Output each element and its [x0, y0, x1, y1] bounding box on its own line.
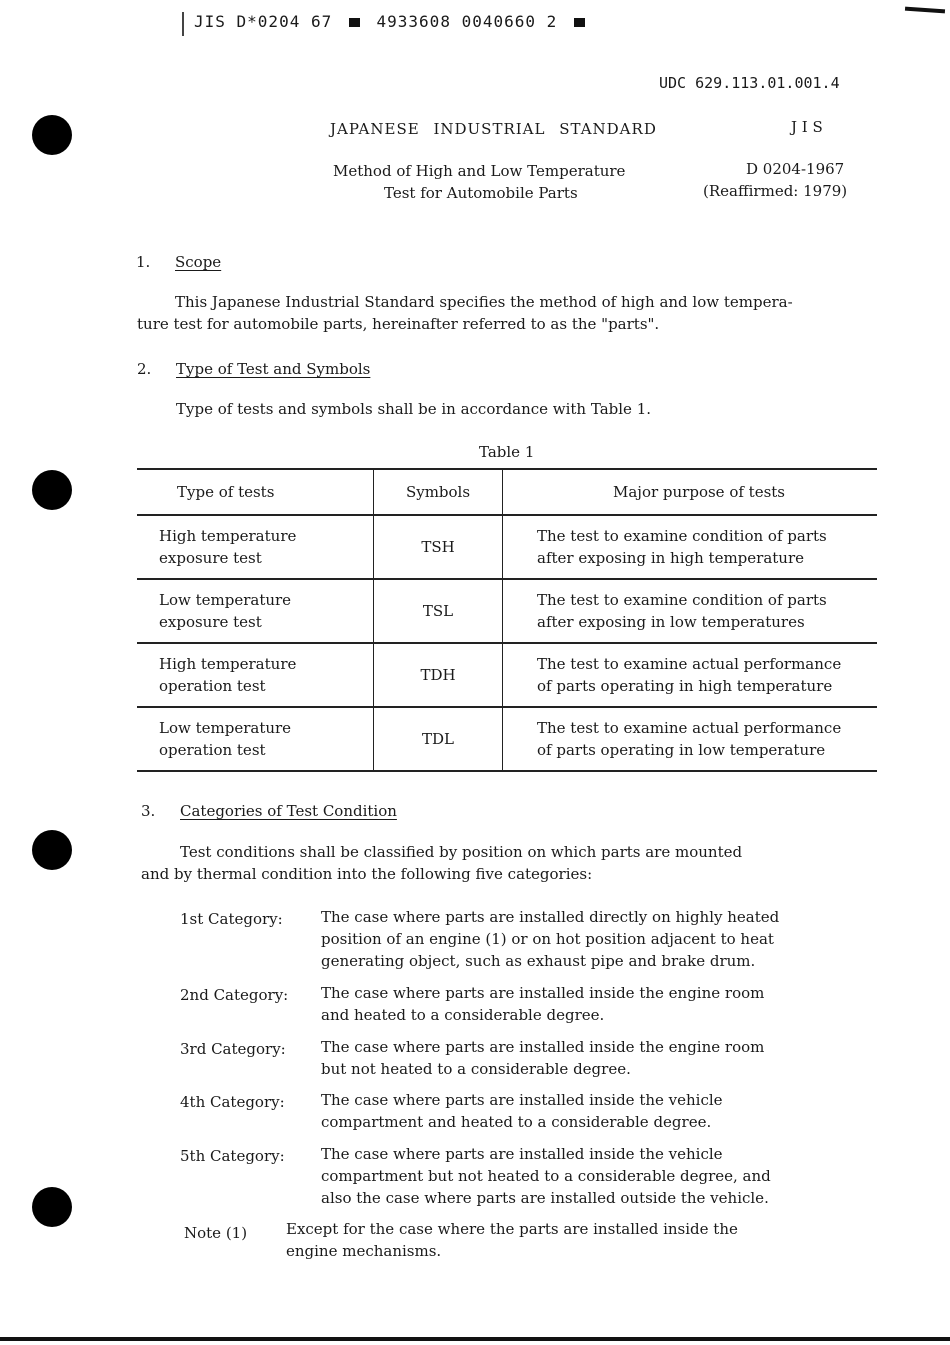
udc-number: UDC 629.113.01.001.4 [659, 74, 840, 92]
cell-type-line: operation test [159, 677, 266, 695]
section-2-number: 2. [137, 360, 152, 378]
cell-type [137, 643, 374, 707]
table-header-row [137, 469, 877, 515]
table-row [137, 707, 877, 771]
punch-hole-1 [32, 115, 72, 155]
table-1-caption: Table 1 [479, 443, 535, 461]
cell-purpose-line: of parts operating in low temperature [537, 741, 826, 759]
section-3-body-line-2: and by thermal condition into the following five categories: [141, 865, 593, 883]
doc-title-line-2: Test for Automobile Parts [384, 184, 578, 202]
category-2-label: 2nd Category: [180, 986, 289, 1004]
category-3-line: but not heated to a considerable degree. [321, 1060, 631, 1078]
header-major-purpose: Major purpose of tests [503, 469, 878, 515]
reaffirmed-date: (Reaffirmed: 1979) [703, 182, 848, 200]
punch-hole-2 [32, 470, 72, 510]
cell-purpose-line: The test to examine condition of parts [537, 527, 827, 545]
cell-purpose-line: The test to examine condition of parts [537, 591, 827, 609]
category-1-text [321, 906, 779, 972]
bottom-edge-line [0, 1337, 950, 1341]
category-2-line: The case where parts are installed inside the engine room [321, 984, 765, 1002]
header-type-of-tests: Type of tests [137, 469, 374, 515]
section-1-body-line-2: ture test for automobile parts, hereinafter referred to as the "parts". [137, 315, 660, 333]
section-3-body-line-1: Test conditions shall be classified by position on which parts are mounted [180, 843, 743, 861]
cell-symbol: TSL [374, 579, 503, 643]
cell-purpose [503, 515, 878, 579]
header-code-line [194, 12, 585, 31]
category-5-text [321, 1143, 771, 1209]
note-line: engine mechanisms. [286, 1242, 442, 1260]
cell-symbol: TDL [374, 707, 503, 771]
cell-symbol: TDH [374, 643, 503, 707]
category-1-label: 1st Category: [180, 910, 283, 928]
doc-title-line-1: Method of High and Low Temperature [333, 162, 626, 180]
cell-type [137, 515, 374, 579]
table-row [137, 515, 877, 579]
table-row [137, 643, 877, 707]
cell-type-line: Low temperature [159, 591, 292, 609]
cell-type-line: operation test [159, 741, 266, 759]
cell-type [137, 579, 374, 643]
cell-purpose-line: The test to examine actual performance [537, 655, 842, 673]
note-text [286, 1218, 738, 1262]
cell-purpose-line: after exposing in high temperature [537, 549, 805, 567]
category-4-line: compartment and heated to a considerable degree. [321, 1113, 712, 1131]
category-5-label: 5th Category: [180, 1147, 285, 1165]
cell-purpose [503, 579, 878, 643]
category-3-line: The case where parts are installed inside the engine room [321, 1038, 765, 1056]
cell-purpose-line: of parts operating in high temperature [537, 677, 833, 695]
category-2-text [321, 982, 764, 1026]
category-3-text [321, 1036, 764, 1080]
header-bar-mark [182, 12, 184, 36]
table-row [137, 579, 877, 643]
category-5-line: The case where parts are installed inside the vehicle [321, 1145, 723, 1163]
section-3-heading: Categories of Test Condition [180, 802, 397, 820]
section-1-body-line-1: This Japanese Industrial Standard specifies the method of high and low tempera- [175, 293, 793, 311]
cell-purpose [503, 707, 878, 771]
redaction-block-2 [574, 18, 585, 27]
punch-hole-3 [32, 830, 72, 870]
category-1-line: generating object, such as exhaust pipe and brake drum. [321, 952, 756, 970]
header-code-prefix: JIS D*0204 67 [194, 12, 333, 31]
category-1-line: The case where parts are installed directly on highly heated [321, 908, 780, 926]
cell-symbol: TSH [374, 515, 503, 579]
redaction-block-1 [349, 18, 360, 27]
cell-type [137, 707, 374, 771]
category-4-text [321, 1089, 723, 1133]
punch-hole-4 [32, 1187, 72, 1227]
category-5-line: compartment but not heated to a considerable degree, and [321, 1167, 771, 1185]
header-symbols: Symbols [374, 469, 503, 515]
category-1-line: position of an engine (1) or on hot position adjacent to heat [321, 930, 774, 948]
category-3-label: 3rd Category: [180, 1040, 286, 1058]
cell-purpose-line: The test to examine actual performance [537, 719, 842, 737]
jis-mark: J I S [791, 118, 823, 136]
standard-title: JAPANESE INDUSTRIAL STANDARD [330, 120, 657, 138]
category-2-line: and heated to a considerable degree. [321, 1006, 605, 1024]
category-5-line: also the case where parts are installed outside the vehicle. [321, 1189, 769, 1207]
category-4-line: The case where parts are installed inside the vehicle [321, 1091, 723, 1109]
section-3-number: 3. [141, 802, 156, 820]
doc-number: D 0204-1967 [746, 160, 845, 178]
section-2-body: Type of tests and symbols shall be in accordance with Table 1. [176, 400, 652, 418]
cell-type-line: High temperature [159, 655, 297, 673]
category-4-label: 4th Category: [180, 1093, 285, 1111]
cell-type-line: exposure test [159, 613, 262, 631]
cell-purpose [503, 643, 878, 707]
cell-type-line: exposure test [159, 549, 262, 567]
cell-purpose-line: after exposing in low temperatures [537, 613, 805, 631]
scan-mark-top-right [905, 7, 945, 14]
table-1 [137, 468, 877, 772]
header-code-number: 4933608 0040660 2 [376, 12, 558, 31]
cell-type-line: Low temperature [159, 719, 292, 737]
note-label: Note (1) [184, 1224, 248, 1242]
cell-type-line: High temperature [159, 527, 297, 545]
section-1-number: 1. [136, 253, 151, 271]
note-line: Except for the case where the parts are installed inside the [286, 1220, 738, 1238]
section-1-heading: Scope [175, 253, 222, 271]
section-2-heading: Type of Test and Symbols [176, 360, 371, 378]
